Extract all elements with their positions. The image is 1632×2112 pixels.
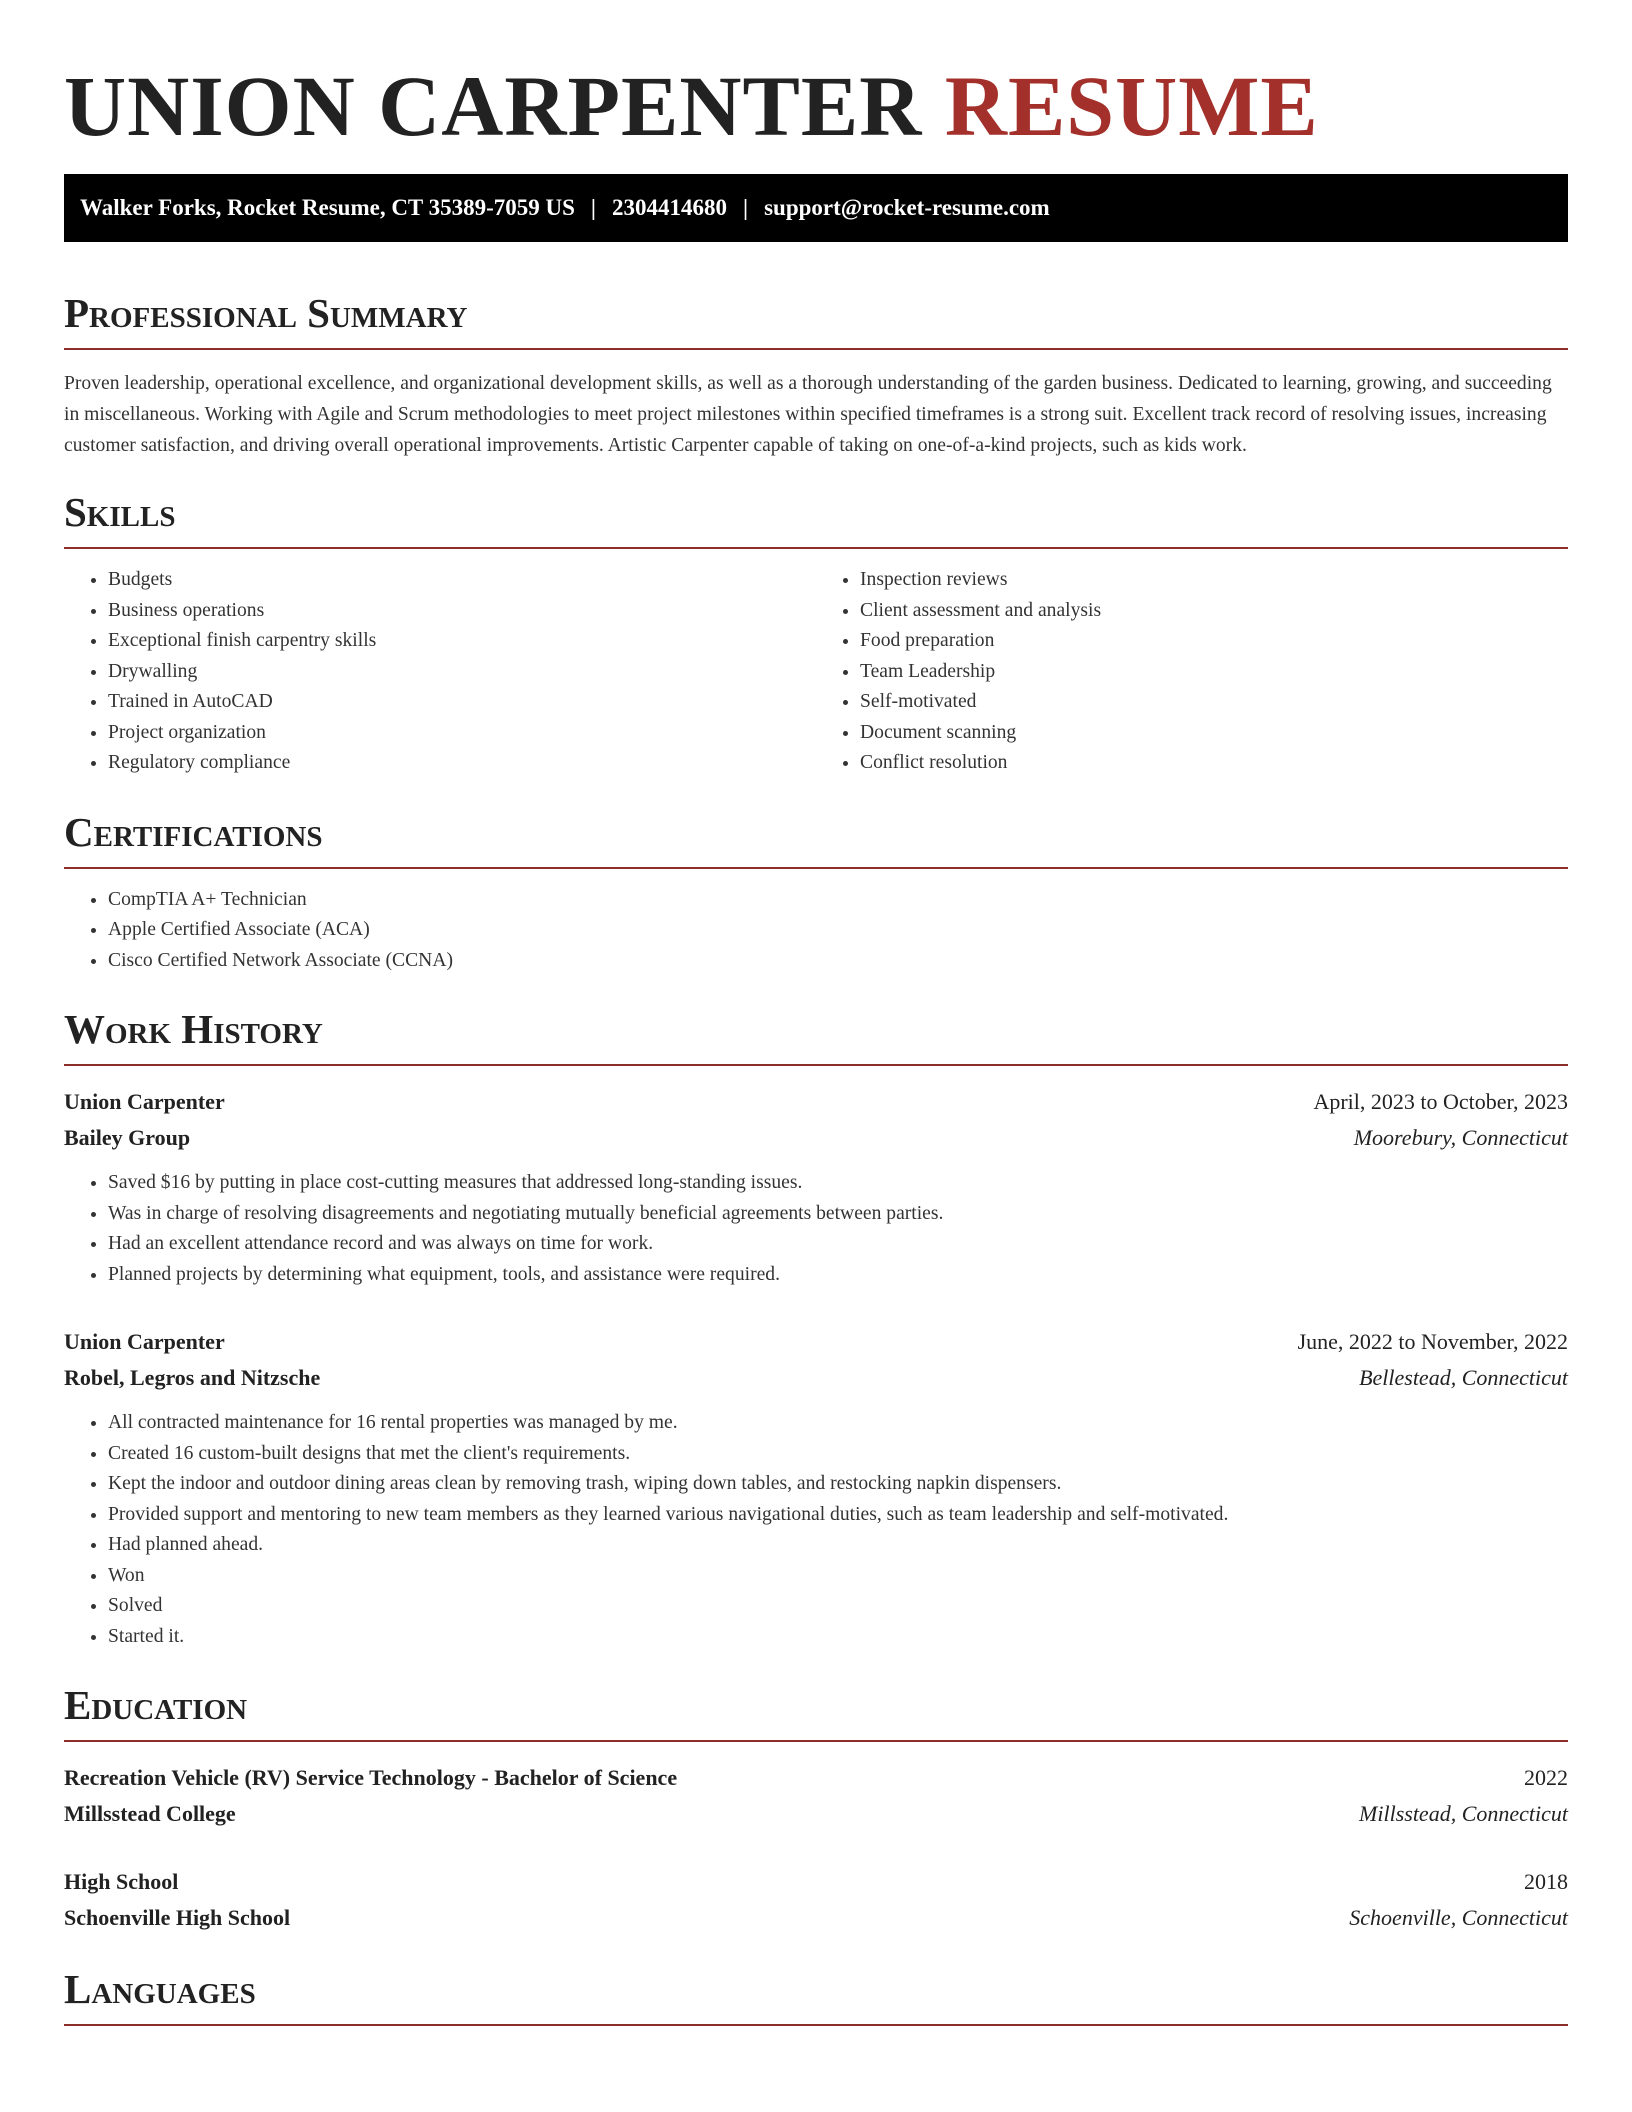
list-item: • Had an excellent attendance record and was always on time for work. (108, 1229, 1568, 1260)
certifications-section (64, 807, 1568, 977)
list-item: • All contracted maintenance for 16 rental properties was managed by me. (108, 1408, 1568, 1439)
list-item: • Regulatory compliance (108, 748, 816, 779)
contact-address: Walker Forks, Rocket Resume, CT 35389-7059 US (80, 195, 575, 220)
list-item: • Apple Certified Associate (ACA) (108, 915, 1568, 946)
section-heading: Education (64, 1680, 1568, 1742)
job-bullets (64, 1408, 1568, 1652)
list-item: • Inspection reviews (860, 565, 1568, 596)
section-heading: Professional Summary (64, 288, 1568, 350)
resume-page (64, 0, 1568, 2026)
job-dates: April, 2023 to October, 2023 (1313, 1089, 1568, 1114)
job-row (64, 1360, 1568, 1396)
list-item: • Conflict resolution (860, 748, 1568, 779)
job-company: Robel, Legros and Nitzsche (64, 1365, 321, 1390)
skills-list-right (816, 565, 1568, 779)
list-item: • Was in charge of resolving disagreements and negotiating mutually beneficial agreements between parties. (108, 1199, 1568, 1230)
list-item: • Business operations (108, 596, 816, 627)
list-item: • Self-motivated (860, 687, 1568, 718)
education-degree: High School (64, 1869, 179, 1894)
education-row (64, 1760, 1568, 1796)
education-section (64, 1680, 1568, 1936)
list-item: • Kept the indoor and outdoor dining areas clean by removing trash, wiping down tables, and restocking napkin dispensers. (108, 1469, 1568, 1500)
job-dates: June, 2022 to November, 2022 (1297, 1329, 1568, 1354)
education-row (64, 1796, 1568, 1832)
list-item: • Project organization (108, 718, 816, 749)
list-item: • Planned projects by determining what equipment, tools, and assistance were required. (108, 1260, 1568, 1291)
job-title: Union Carpenter (64, 1089, 225, 1114)
job-location: Moorebury, Connecticut (1353, 1125, 1568, 1150)
title-main: UNION CARPENTER (64, 58, 923, 154)
list-item: • Budgets (108, 565, 816, 596)
education-entry (64, 1864, 1568, 1936)
education-row (64, 1900, 1568, 1936)
contact-separator: | (590, 195, 596, 220)
section-heading: Work History (64, 1004, 1568, 1066)
education-location: Millsstead, Connecticut (1359, 1801, 1568, 1826)
education-degree: Recreation Vehicle (RV) Service Technology - Bachelor of Science (64, 1765, 678, 1790)
list-item: • Provided support and mentoring to new team members as they learned various navigational duties, such as team leadership and self-motivated. (108, 1500, 1568, 1531)
list-item: • Trained in AutoCAD (108, 687, 816, 718)
list-item: • Exceptional finish carpentry skills (108, 626, 816, 657)
section-heading: Skills (64, 487, 1568, 549)
job-row (64, 1084, 1568, 1120)
education-entry (64, 1760, 1568, 1832)
education-year: 2022 (1524, 1765, 1568, 1790)
list-item: • Had planned ahead. (108, 1530, 1568, 1561)
job-bullets (64, 1168, 1568, 1290)
contact-phone: 2304414680 (612, 195, 727, 220)
list-item: • Saved $16 by putting in place cost-cutting measures that addressed long-standing issues. (108, 1168, 1568, 1199)
education-location: Schoenville, Connecticut (1349, 1905, 1568, 1930)
skills-list-left (64, 565, 816, 779)
skills-section (64, 487, 1568, 779)
resume-title (64, 56, 1568, 156)
list-item: • CompTIA A+ Technician (108, 885, 1568, 916)
list-item: • Created 16 custom-built designs that met the client's requirements. (108, 1439, 1568, 1470)
education-row (64, 1864, 1568, 1900)
list-item: • Solved (108, 1591, 1568, 1622)
job-entry (64, 1324, 1568, 1652)
list-item: • Client assessment and analysis (860, 596, 1568, 627)
list-item: • Won (108, 1561, 1568, 1592)
education-year: 2018 (1524, 1869, 1568, 1894)
list-item: • Food preparation (860, 626, 1568, 657)
contact-email: support@rocket-resume.com (764, 195, 1050, 220)
list-item: • Document scanning (860, 718, 1568, 749)
list-item: • Cisco Certified Network Associate (CCNA) (108, 946, 1568, 977)
job-row (64, 1324, 1568, 1360)
section-heading: Languages (64, 1964, 1568, 2026)
education-school: Millsstead College (64, 1801, 236, 1826)
list-item: • Started it. (108, 1622, 1568, 1653)
section-heading: Certifications (64, 807, 1568, 869)
job-row (64, 1120, 1568, 1156)
contact-bar (64, 174, 1568, 242)
job-entry (64, 1084, 1568, 1290)
languages-section (64, 1964, 1568, 2026)
list-item: • Team Leadership (860, 657, 1568, 688)
education-school: Schoenville High School (64, 1905, 291, 1930)
list-item: • Drywalling (108, 657, 816, 688)
contact-separator: | (743, 195, 749, 220)
title-accent: RESUME (944, 58, 1319, 154)
skills-grid (64, 549, 1568, 779)
job-company: Bailey Group (64, 1125, 191, 1150)
certifications-list (64, 885, 1568, 977)
job-location: Bellestead, Connecticut (1359, 1365, 1568, 1390)
work-history-section (64, 1004, 1568, 1652)
summary-section (64, 288, 1568, 461)
summary-text: Proven leadership, operational excellence, and organizational development skills, as well as a thorough understanding of the garden business. Dedicated to learning, growing, and succeeding in miscellaneous. Working with Agile and Scrum methodologies to meet project milestones within specified timeframes is a strong suit. Excellent track record of resolving issues, increasing customer satisfaction, and driving overall operational improvements. Artistic Carpenter capable of taking on one-of-a-kind projects, such as kids work. (64, 373, 1552, 456)
job-title: Union Carpenter (64, 1329, 225, 1354)
